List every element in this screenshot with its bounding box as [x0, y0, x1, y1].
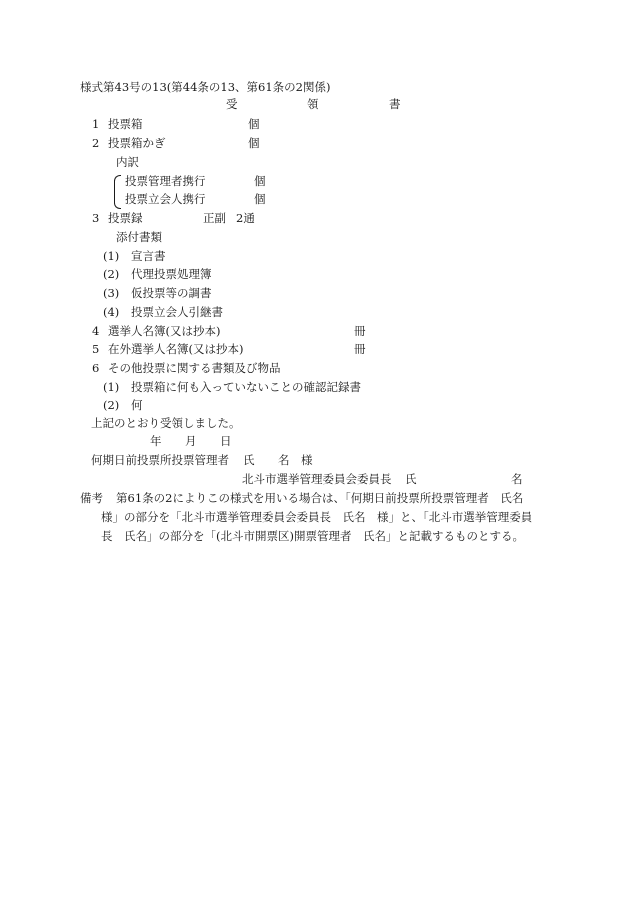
title-char-1: 受 — [226, 97, 238, 111]
remarks-line-3: 長 氏名」の部分を「(北斗市開票区)開票管理者 氏名」と記載するものとする。 — [101, 529, 524, 543]
attachment-label-1: 宣言書 — [131, 249, 166, 263]
issuer-name-char-1: 氏 — [405, 472, 417, 486]
title-char-2: 領 — [307, 97, 319, 111]
breakdown-label-1: 投票管理者携行 — [125, 174, 206, 188]
issuer-name-char-2: 名 — [511, 472, 523, 486]
addressee-honorific: 様 — [301, 453, 313, 467]
attachment-number-1: (1) — [103, 249, 120, 263]
item3-label: 投票録 — [108, 211, 143, 225]
breakdown-unit-2: 個 — [254, 192, 266, 206]
item2-number: 2 — [92, 136, 100, 150]
remarks-label: 備考 — [80, 491, 103, 505]
item2-unit: 個 — [248, 136, 260, 150]
attachment-number-3: (3) — [103, 286, 120, 300]
item5-number: 5 — [92, 342, 100, 356]
item1-number: 1 — [92, 117, 100, 131]
receipt-statement: 上記のとおり受領しました。 — [91, 416, 241, 430]
item3-number: 3 — [92, 211, 100, 225]
item4-number: 4 — [92, 324, 100, 338]
other-label-1: 投票箱に何も入っていないことの確認記録書 — [131, 380, 361, 394]
date-day: 日 — [220, 434, 232, 448]
item3-count: 2通 — [236, 211, 255, 225]
date-month: 月 — [185, 434, 197, 448]
item5-unit: 冊 — [354, 342, 366, 356]
item6-number: 6 — [92, 361, 100, 375]
remarks-line-1: 第61条の2によりこの様式を用いる場合は、「何期日前投票所投票管理者 氏名 — [116, 491, 524, 505]
item1-unit: 個 — [248, 117, 260, 131]
attachment-label-2: 代理投票処理簿 — [131, 267, 212, 281]
breakdown-unit-1: 個 — [254, 174, 266, 188]
form-number: 様式第43号の13(第44条の13、第61条の2関係) — [80, 80, 331, 94]
title-char-3: 書 — [389, 97, 401, 111]
item3-copies: 正副 — [203, 211, 226, 225]
attachments-label: 添付書類 — [116, 230, 162, 244]
date-year: 年 — [150, 434, 162, 448]
item4-unit: 冊 — [354, 324, 366, 338]
breakdown-label-2: 投票立会人携行 — [125, 192, 206, 206]
issuer-title: 北斗市選挙管理委員会委員長 — [242, 472, 392, 486]
breakdown-label: 内訳 — [116, 155, 139, 169]
breakdown-brace — [114, 175, 121, 209]
other-label-2: 何 — [131, 398, 143, 412]
item2-label: 投票箱かぎ — [108, 136, 166, 150]
other-number-2: (2) — [103, 398, 120, 412]
addressee-name-char-2: 名 — [278, 453, 290, 467]
attachment-label-3: 仮投票等の調書 — [131, 286, 212, 300]
item4-label: 選挙人名簿(又は抄本) — [108, 324, 221, 338]
item6-label: その他投票に関する書類及び物品 — [108, 361, 281, 375]
item1-label: 投票箱 — [108, 117, 143, 131]
remarks-line-2: 様」の部分を「北斗市選挙管理委員会委員長 氏名 様」と、「北斗市選挙管理委員 — [101, 510, 533, 524]
item5-label: 在外選挙人名簿(又は抄本) — [108, 342, 244, 356]
addressee-title: 何期日前投票所投票管理者 — [91, 453, 229, 467]
attachment-label-4: 投票立会人引継書 — [131, 305, 223, 319]
other-number-1: (1) — [103, 380, 120, 394]
attachment-number-4: (4) — [103, 305, 120, 319]
addressee-name-char-1: 氏 — [243, 453, 255, 467]
attachment-number-2: (2) — [103, 267, 120, 281]
